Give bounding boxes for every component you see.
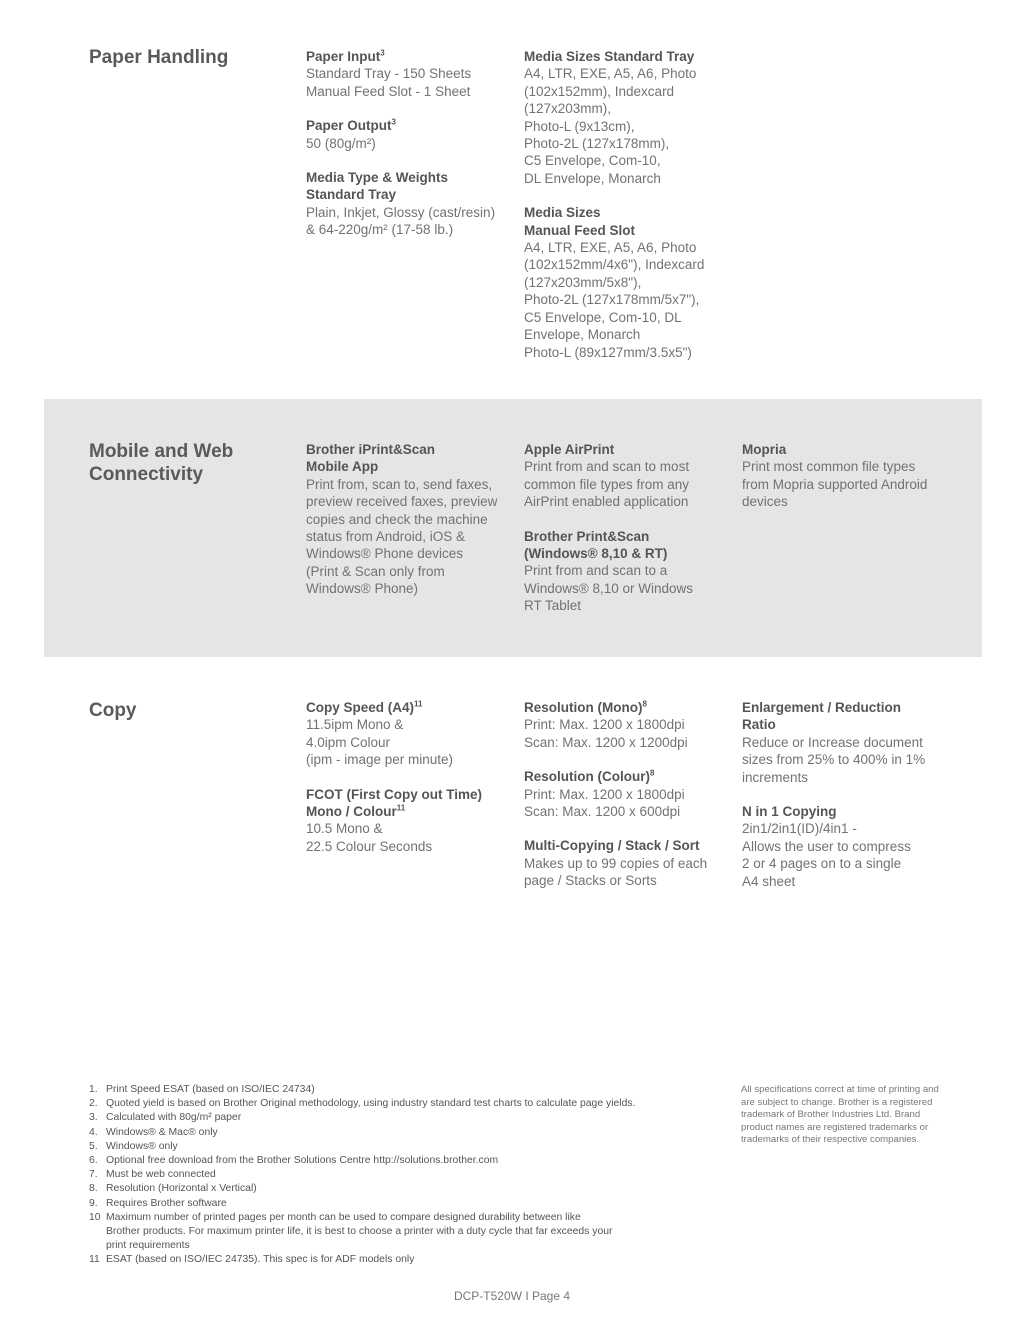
spec-text: A4, LTR, EXE, A5, A6, Photo (102x152mm), Indexcard (127x203mm), Photo-L (9x13cm), Photo-2L (127x178mm), C5 Envelope, Com-10, DL Envelope, Monarch [524,66,697,186]
spec-block [306,117,516,152]
footnote-item [89,1097,709,1111]
copy-col2 [524,699,734,907]
spec-text: Print most common file types from Mopria supported Android devices [742,459,928,510]
spec-heading-text: Enlargement / Reduction Ratio [742,700,902,733]
footnote-item [89,1154,709,1168]
spec-text: 11.5ipm Mono & 4.0ipm Colour (ipm - image per minute) [306,717,454,768]
spec-text: 50 (80g/m²) [306,135,376,151]
spec-block [742,441,952,511]
spec-heading-text: Resolution (Colour) [524,769,650,785]
spec-block [524,48,734,187]
spec-heading [306,786,516,821]
spec-heading [524,768,734,785]
footnote-ref: 8 [642,699,647,709]
footnote-item [89,1111,709,1125]
footnote-ref: 3 [391,117,396,127]
section-title-copy: Copy [89,700,137,721]
spec-text: Print from and scan to most common file types from any AirPrint enabled application [524,459,690,510]
spec-block [306,441,516,598]
spec-block [742,699,952,786]
footnote-number: 5. [89,1140,98,1152]
spec-heading-text: Paper Input [306,49,381,64]
footnote-number: 10 [89,1211,101,1223]
spec-text: A4, LTR, EXE, A5, A6, Photo (102x152mm/4x6"), Indexcard (127x203mm/5x8"), Photo-2L (127x178mm/5x7"), C5 Envelope, Com-10, DL Envelope, Monarch Photo-L (89x127mm/3.5x5") [524,240,705,360]
spec-block [524,204,734,361]
spec-heading [524,528,734,563]
spec-heading-text: Copy Speed (A4) [306,700,415,715]
footnote-item [89,1253,709,1267]
spec-block [306,786,516,856]
footnote-text: ESAT (based on ISO/IEC 24735). This spec is for ADF models only [106,1254,415,1266]
spec-text: Print from, scan to, send faxes, preview received faxes, preview copies and check the machine status from Android, iOS & Windows® Phone devices (Print & Scan only from Windows® Phone) [306,476,498,597]
spec-block [306,169,516,239]
section-title-paper-handling: Paper Handling [89,47,229,68]
page-footer: DCP-T520W I Page 4 [453,1289,571,1303]
footnote-text: Windows® & Mac® only [106,1126,218,1138]
footnote-item [89,1168,709,1182]
spec-heading [524,48,734,65]
footnote-item [89,1182,709,1196]
spec-block [524,768,734,820]
footnote-ref: 11 [396,803,406,813]
footnote-text: Resolution (Horizontal x Vertical) [106,1183,257,1195]
spec-heading-text: FCOT (First Copy out Time) Mono / Colour [306,786,482,820]
spec-heading-text: Brother Print&Scan (Windows® 8,10 & RT) [524,528,668,562]
spec-block [524,441,734,511]
footnote-text: Maximum number of printed pages per month can be used to compare designed durability between like Brother products. For maximum printer life, it is best to choose a printer with a duty cycle that far exceeds your print requirements [106,1211,613,1252]
spec-block [524,837,734,889]
spec-text: Print: Max. 1200 x 1800dpi Scan: Max. 1200 x 600dpi [524,786,685,820]
spec-text: Standard Tray - 150 Sheets Manual Feed Slot - 1 Sheet [306,66,472,99]
footnote-text: Quoted yield is based on Brother Original methodology, using industry standard test charts to calculate page yields. [106,1098,636,1110]
spec-heading [524,441,734,458]
spec-heading [524,204,734,239]
footnote-item [89,1211,709,1254]
spec-text: Makes up to 99 copies of each page / Stacks or Sorts [524,855,708,889]
spec-heading-text: Resolution (Mono) [524,700,643,715]
footnote-number: 2. [89,1098,98,1110]
spec-block [306,699,516,769]
spec-heading [306,169,516,204]
spec-heading [742,441,952,458]
copy-col1 [306,699,516,872]
footnote-text: Calculated with 80g/m² paper [106,1112,242,1124]
spec-block [524,528,734,615]
footnote-number: 4. [89,1126,98,1138]
spec-heading [524,837,734,854]
spec-text: 2in1/2in1(ID)/4in1 - Allows the user to compress 2 or 4 pages on to a single A4 sheet [742,821,911,889]
footnote-text: Windows® only [106,1140,178,1152]
footnote-number: 9. [89,1197,98,1209]
footnotes-list [89,1083,709,1268]
spec-heading [306,699,516,716]
footnote-text: Must be web connected [106,1169,216,1181]
footnote-text: Print Speed ESAT (based on ISO/IEC 24734) [106,1084,315,1095]
footnote-number: 8. [89,1183,98,1195]
spec-heading [742,803,952,820]
spec-heading [306,441,516,476]
spec-heading [742,699,952,734]
paper-handling-col2 [524,48,734,378]
footnote-number: 3. [89,1112,98,1124]
mobile-web-col1 [306,441,516,615]
footnote-item [89,1140,709,1154]
spec-text: Print: Max. 1200 x 1800dpi Scan: Max. 1200 x 1200dpi [524,717,688,750]
spec-text: Print from and scan to a Windows® 8,10 or Windows RT Tablet [524,563,694,614]
spec-heading [306,48,516,65]
spec-text: 10.5 Mono & 22.5 Colour Seconds [306,821,433,854]
spec-block [742,803,952,890]
spec-heading-text: N in 1 Copying [742,804,837,820]
footnote-number: 1. [89,1084,98,1095]
footnote-item [89,1126,709,1140]
footnote-ref: 11 [414,699,423,709]
spec-heading-text: Mopria [742,442,787,457]
copy-col3 [742,699,952,907]
footnote-text: Requires Brother software [106,1197,227,1209]
footnote-text: Optional free download from the Brother Solutions Centre http://solutions.brother.com [106,1155,499,1167]
footnote-number: 7. [89,1169,98,1181]
spec-heading-text: Brother iPrint&Scan Mobile App [306,442,436,475]
spec-heading-text: Apple AirPrint [524,442,615,457]
spec-text: Reduce or Increase document sizes from 25% to 400% in 1% increments [742,734,926,785]
section-title-mobile-web: Mobile and Web Connectivity [89,441,234,485]
footnote-number: 11 [89,1254,100,1266]
spec-text: Plain, Inkjet, Glossy (cast/resin) & 64-220g/m² (17-58 lb.) [306,204,496,238]
paper-handling-col1 [306,48,516,256]
spec-heading-text: Media Sizes Standard Tray [524,49,695,64]
footnote-item [89,1083,709,1097]
mobile-web-col2 [524,441,734,632]
mobile-web-col3 [742,441,952,528]
disclaimer-text: All specifications correct at time of printing and are subject to change. Brother is a registered trademark of Brother Industries Ltd. Brand product names are registered trademarks or trademarks of their respective companies. [741,1084,939,1146]
spec-heading [306,117,516,134]
spec-heading-text: Paper Output [306,118,392,134]
footnote-number: 6. [89,1155,98,1167]
spec-heading [524,699,734,716]
footnote-ref: 8 [649,768,655,778]
spec-heading-text: Media Type & Weights Standard Tray [306,170,449,203]
spec-block [306,48,516,100]
spec-block [524,699,734,751]
footnote-ref: 3 [380,48,385,58]
spec-heading-text: Media Sizes Manual Feed Slot [524,205,636,238]
spec-heading-text: Multi-Copying / Stack / Sort [524,838,700,854]
footnote-item [89,1197,709,1211]
